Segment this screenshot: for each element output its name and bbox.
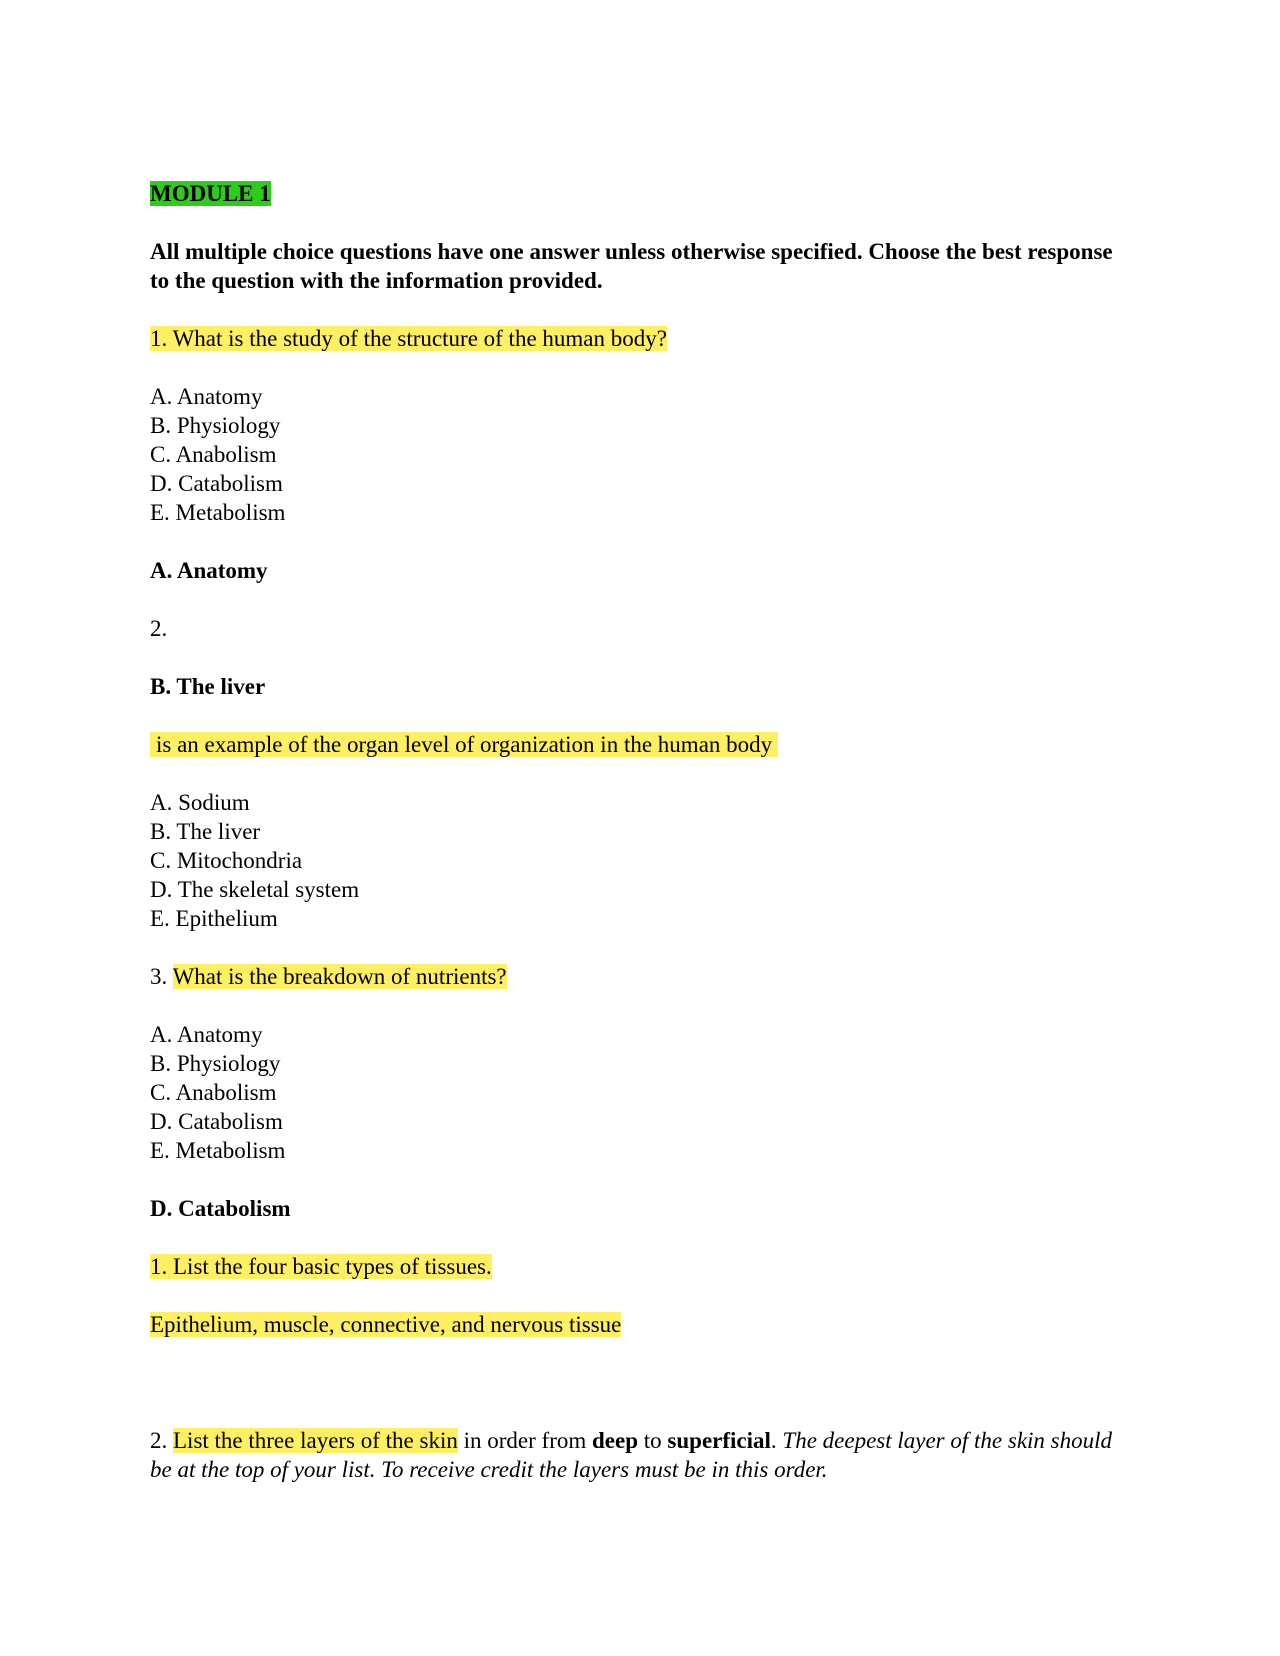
q1-prompt: 1. What is the study of the structure of the human body? <box>150 326 667 351</box>
q1-option: B. Physiology <box>150 413 281 438</box>
short2-superficial: superficial <box>667 1428 771 1453</box>
q3-option: C. Anabolism <box>150 1080 277 1105</box>
q1-prompt-line <box>150 324 1130 353</box>
short1-prompt-line <box>150 1252 1130 1281</box>
q1-option: E. Metabolism <box>150 500 286 525</box>
q3-prompt-line <box>150 962 1130 991</box>
short2-prompt <box>150 1426 1130 1484</box>
q2-option: C. Mitochondria <box>150 848 303 873</box>
short1-answer-line <box>150 1310 1130 1339</box>
q2-answer: B. The liver <box>150 674 266 699</box>
instructions: All multiple choice questions have one answer unless otherwise specified. Choose the best response to the question with the information provided. <box>150 239 1113 293</box>
short1-prompt: 1. List the four basic types of tissues. <box>150 1254 492 1279</box>
module-title: MODULE 1 <box>150 181 271 206</box>
q3-option: B. Physiology <box>150 1051 281 1076</box>
module-title-line <box>150 179 1130 208</box>
short2-deep: deep <box>592 1428 639 1453</box>
q3-prompt: What is the breakdown of nutrients? <box>172 964 507 989</box>
short2-number: 2. <box>150 1428 168 1453</box>
q2-option: B. The liver <box>150 819 261 844</box>
q3-option: A. Anatomy <box>150 1022 263 1047</box>
q3-number: 3. <box>150 964 168 989</box>
q2-statement: is an example of the organ level of organization in the human body <box>150 732 778 757</box>
short2-period: . <box>770 1428 777 1453</box>
q2-option: D. The skeletal system <box>150 877 360 902</box>
q2-option: A. Sodium <box>150 790 250 815</box>
q2-number: 2. <box>150 616 168 641</box>
q3-option: E. Metabolism <box>150 1138 286 1163</box>
q3-option: D. Catabolism <box>150 1109 283 1134</box>
q1-option: D. Catabolism <box>150 471 283 496</box>
q2-statement-line <box>150 730 1130 759</box>
short2-to: to <box>643 1428 662 1453</box>
short2-note: The deepest layer of the skin should be at the top of your list. To receive credit the layers must be in this order. <box>150 1428 1113 1482</box>
short1-answer: Epithelium, muscle, connective, and nervous tissue <box>150 1312 622 1337</box>
q3-answer: D. Catabolism <box>150 1196 291 1221</box>
document-body <box>150 179 1130 1484</box>
short2-highlight: List the three layers of the skin <box>173 1428 458 1453</box>
q1-option: A. Anatomy <box>150 384 263 409</box>
q2-option: E. Epithelium <box>150 906 278 931</box>
q1-option: C. Anabolism <box>150 442 277 467</box>
short2-text: in order from <box>463 1428 587 1453</box>
q1-answer: A. Anatomy <box>150 558 268 583</box>
